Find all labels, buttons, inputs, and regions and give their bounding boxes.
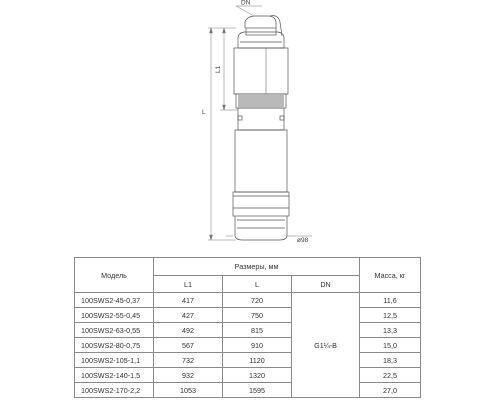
table-header-row — [75, 258, 421, 276]
cell-mass: 15,0 — [360, 338, 421, 353]
table-row — [75, 308, 421, 323]
pump-motor-base — [233, 192, 289, 240]
table-row — [75, 368, 421, 383]
cell-mass: 18,3 — [360, 353, 421, 368]
cell-model: 100SWS2-105-1,1 — [75, 353, 154, 368]
cell-l: 1595 — [223, 383, 292, 398]
cell-model: 100SWS2-55-0,45 — [75, 308, 154, 323]
pump-motor — [235, 130, 287, 192]
header-mass: Масса, кг — [360, 258, 421, 293]
dimension-l1 — [220, 28, 238, 110]
header-dn: DN — [292, 276, 360, 293]
cell-l1: 417 — [154, 293, 223, 308]
pump-coupling — [238, 108, 284, 130]
l-label: L — [202, 109, 206, 116]
pump-intake-screen — [236, 94, 286, 108]
pump-head — [238, 32, 284, 48]
cell-l1: 932 — [154, 368, 223, 383]
table-row — [75, 323, 421, 338]
pump-outlet — [245, 16, 282, 36]
cell-l: 750 — [223, 308, 292, 323]
header-l: L — [223, 276, 292, 293]
cell-model: 100SWS2-80-0,75 — [75, 338, 154, 353]
cell-l: 910 — [223, 338, 292, 353]
cell-mass: 12,5 — [360, 308, 421, 323]
cell-model: 100SWS2-45-0,37 — [75, 293, 154, 308]
cell-l: 1320 — [223, 368, 292, 383]
cell-mass: 27,0 — [360, 383, 421, 398]
diameter-label: ø98 — [297, 237, 309, 244]
cell-l: 815 — [223, 323, 292, 338]
dn-leader — [236, 6, 254, 16]
header-model: Модель — [75, 258, 154, 293]
cell-l1: 732 — [154, 353, 223, 368]
cell-l1: 1053 — [154, 383, 223, 398]
cell-l1: 427 — [154, 308, 223, 323]
cell-l1: 567 — [154, 338, 223, 353]
pump-body — [234, 48, 288, 94]
cell-l: 1120 — [223, 353, 292, 368]
table-row — [75, 293, 421, 308]
cell-dn: G1¼-B — [292, 293, 360, 398]
l1-label: L1 — [215, 65, 222, 73]
table-row — [75, 353, 421, 368]
header-l1: L1 — [154, 276, 223, 293]
cell-l1: 492 — [154, 323, 223, 338]
header-sizes: Размеры, мм — [154, 258, 360, 276]
cell-l: 720 — [223, 293, 292, 308]
cell-mass: 11,6 — [360, 293, 421, 308]
cell-model: 100SWS2-140-1,5 — [75, 368, 154, 383]
cell-mass: 22,5 — [360, 368, 421, 383]
cell-model: 100SWS2-170-2,2 — [75, 383, 154, 398]
cell-model: 100SWS2-63-0,55 — [75, 323, 154, 338]
dimension-l — [208, 28, 236, 240]
table-row — [75, 383, 421, 398]
cell-mass: 13,3 — [360, 323, 421, 338]
dn-label: DN — [241, 0, 251, 7]
spec-table — [74, 257, 421, 398]
table-row — [75, 338, 421, 353]
